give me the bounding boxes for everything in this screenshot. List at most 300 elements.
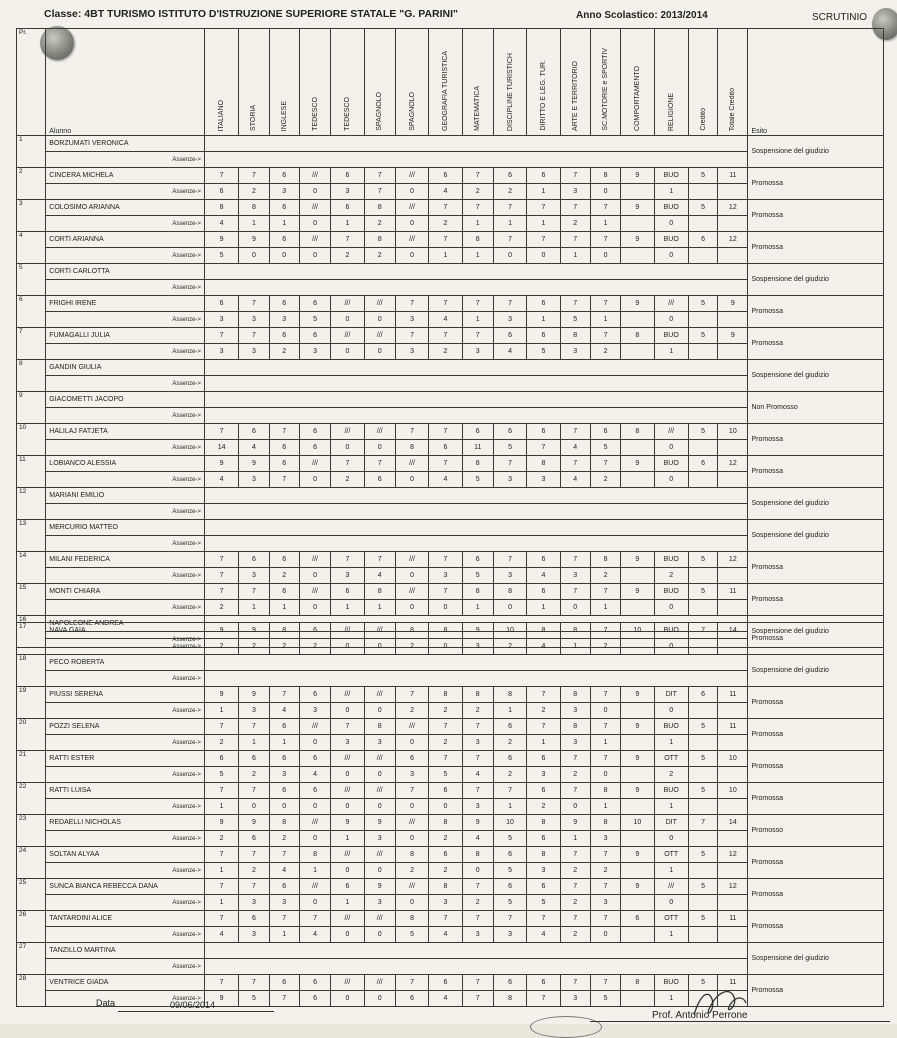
grade-cell: 7: [239, 879, 269, 895]
grade-cell: 10: [718, 783, 748, 799]
absence-cell: 0: [299, 248, 330, 264]
grades-table-part-1: [16, 28, 884, 648]
absence-cell: 2: [462, 895, 493, 911]
grade-cell: 8: [527, 456, 560, 472]
grade-cell: 6: [331, 200, 364, 216]
absence-cell: 2: [560, 895, 590, 911]
absence-cell: 1: [204, 863, 238, 879]
student-number: 5: [17, 264, 46, 296]
absence-cell: [688, 895, 717, 911]
grade-cell: 6: [269, 232, 299, 248]
grade-cell: 7: [462, 328, 493, 344]
absence-cell: [718, 895, 748, 911]
student-row: [17, 328, 884, 344]
absence-cell: [688, 735, 717, 751]
grade-cell: 5: [688, 719, 717, 735]
grade-cell: 9: [621, 232, 654, 248]
absence-cell: 1: [590, 312, 620, 328]
grade-cell: ///: [654, 424, 688, 440]
absence-cell: 5: [493, 895, 526, 911]
grade-cell: 8: [560, 623, 590, 639]
empty-absences: [204, 671, 748, 687]
student-number: 28: [17, 975, 46, 1007]
grade-cell: ///: [364, 911, 395, 927]
grade-cell: 8: [493, 584, 526, 600]
absence-cell: 2: [395, 639, 428, 655]
grade-cell: 7: [560, 879, 590, 895]
grade-cell: 11: [718, 687, 748, 703]
empty-grades: [204, 360, 748, 376]
absence-cell: 4: [299, 767, 330, 783]
student-name: HALILAJ FATJETA: [46, 424, 205, 440]
grade-cell: 9: [621, 296, 654, 312]
student-name: PECO ROBERTA: [46, 655, 205, 671]
grade-cell: 9: [204, 687, 238, 703]
absence-cell: 0: [269, 248, 299, 264]
absence-cell: 6: [239, 831, 269, 847]
absence-cell: 1: [462, 216, 493, 232]
grade-cell: 7: [560, 296, 590, 312]
grade-cell: BUO: [654, 456, 688, 472]
grade-cell: 7: [590, 232, 620, 248]
absence-cell: 5: [204, 767, 238, 783]
absence-cell: [718, 767, 748, 783]
empty-grades: [204, 136, 748, 152]
absence-cell: [621, 735, 654, 751]
absence-cell: 0: [654, 248, 688, 264]
student-number: 13: [17, 520, 46, 552]
absence-cell: 2: [204, 600, 238, 616]
absence-cell: 0: [364, 767, 395, 783]
grade-cell: 7: [590, 296, 620, 312]
student-number: 25: [17, 879, 46, 911]
grade-cell: 7: [493, 232, 526, 248]
grade-cell: 5: [688, 168, 717, 184]
absence-cell: 0: [331, 703, 364, 719]
grade-cell: BUO: [654, 975, 688, 991]
absence-cell: [688, 568, 717, 584]
student-row: [17, 584, 884, 600]
absence-cell: 0: [299, 216, 330, 232]
grade-cell: 7: [590, 623, 620, 639]
absence-cell: 1: [654, 184, 688, 200]
absence-cell: 3: [269, 184, 299, 200]
absence-cell: 3: [462, 639, 493, 655]
esito-cell: Promossa: [748, 687, 884, 719]
absence-cell: 1: [331, 216, 364, 232]
grade-cell: 6: [269, 879, 299, 895]
student-number: 14: [17, 552, 46, 584]
grade-cell: 5: [688, 879, 717, 895]
grade-cell: 9: [718, 328, 748, 344]
absence-cell: 1: [239, 735, 269, 751]
grade-cell: ///: [331, 975, 364, 991]
grade-cell: 6: [429, 783, 462, 799]
grade-cell: 10: [718, 424, 748, 440]
grade-cell: 8: [560, 328, 590, 344]
grade-cell: 7: [395, 783, 428, 799]
grade-cell: 5: [688, 847, 717, 863]
grade-cell: 9: [560, 815, 590, 831]
grade-cell: 11: [718, 584, 748, 600]
student-number: 27: [17, 943, 46, 975]
student-row: [17, 847, 884, 863]
absence-cell: [688, 312, 717, 328]
grade-cell: 6: [462, 424, 493, 440]
grade-cell: 7: [204, 584, 238, 600]
esito-cell: Promossa: [748, 879, 884, 911]
absence-cell: 3: [204, 312, 238, 328]
absence-cell: 3: [299, 703, 330, 719]
grade-cell: 8: [527, 847, 560, 863]
grade-cell: 6: [493, 328, 526, 344]
grade-cell: 11: [718, 975, 748, 991]
grade-cell: 7: [527, 719, 560, 735]
grade-cell: 7: [239, 296, 269, 312]
absence-cell: 3: [331, 184, 364, 200]
student-number: 9: [17, 392, 46, 424]
grade-cell: 7: [590, 719, 620, 735]
student-row: [17, 943, 884, 959]
absence-cell: 2: [493, 767, 526, 783]
absence-cell: 0: [299, 184, 330, 200]
absence-cell: 1: [269, 927, 299, 943]
absence-cell: 0: [493, 600, 526, 616]
grade-cell: ///: [299, 719, 330, 735]
absence-cell: 2: [590, 863, 620, 879]
absence-cell: [688, 440, 717, 456]
absence-cell: 0: [364, 703, 395, 719]
absence-cell: 0: [395, 895, 428, 911]
grade-cell: 10: [621, 623, 654, 639]
grade-cell: 7: [269, 847, 299, 863]
student-name: RATTI LUISA: [46, 783, 205, 799]
assenze-label: Assenze->: [46, 639, 205, 655]
absence-cell: [688, 927, 717, 943]
grade-cell: 6: [493, 879, 526, 895]
grade-cell: 7: [204, 424, 238, 440]
grade-cell: ///: [331, 328, 364, 344]
grade-cell: ///: [299, 200, 330, 216]
absence-cell: 1: [331, 831, 364, 847]
grade-cell: 6: [299, 623, 330, 639]
absence-cell: 0: [364, 312, 395, 328]
esito-cell: Sospensione del giudizio: [748, 264, 884, 296]
grade-cell: 7: [239, 847, 269, 863]
grade-cell: 7: [462, 200, 493, 216]
absence-cell: 0: [364, 991, 395, 1007]
grade-cell: 6: [269, 751, 299, 767]
absence-cell: [621, 639, 654, 655]
absence-cell: 4: [239, 440, 269, 456]
esito-cell: Promossa: [748, 328, 884, 360]
grade-cell: 8: [560, 719, 590, 735]
grade-cell: 6: [429, 975, 462, 991]
student-number: 16: [17, 616, 46, 648]
grade-cell: 7: [331, 719, 364, 735]
absence-cell: [688, 600, 717, 616]
absence-cell: 3: [269, 895, 299, 911]
absence-cell: 1: [462, 600, 493, 616]
absence-cell: 0: [331, 991, 364, 1007]
grade-cell: 6: [527, 584, 560, 600]
student-name: MERCURIO MATTEO: [46, 520, 205, 536]
grade-cell: ///: [331, 847, 364, 863]
absence-cell: [621, 831, 654, 847]
student-row: [17, 456, 884, 472]
grade-cell: 7: [462, 975, 493, 991]
assenze-label: Assenze->: [46, 376, 205, 392]
grade-cell: 9: [239, 456, 269, 472]
absence-cell: 2: [493, 639, 526, 655]
grade-cell: 8: [590, 168, 620, 184]
grade-cell: 9: [239, 232, 269, 248]
absence-cell: 0: [395, 799, 428, 815]
grade-cell: 6: [299, 424, 330, 440]
absence-cell: 1: [239, 216, 269, 232]
grade-cell: DIT: [654, 687, 688, 703]
absence-cell: 4: [560, 440, 590, 456]
grade-cell: 6: [239, 424, 269, 440]
grade-cell: 8: [462, 847, 493, 863]
assenze-label: Assenze->: [46, 184, 205, 200]
signature-line: [590, 1021, 890, 1022]
student-row: [17, 687, 884, 703]
grade-cell: 9: [621, 456, 654, 472]
absence-cell: 1: [364, 600, 395, 616]
absence-cell: 0: [331, 927, 364, 943]
absence-cell: 0: [429, 799, 462, 815]
absence-cell: 1: [269, 600, 299, 616]
absence-cell: [718, 600, 748, 616]
grade-cell: ///: [331, 783, 364, 799]
assenze-label: Assenze->: [46, 152, 205, 168]
grade-cell: BUO: [654, 623, 688, 639]
absence-cell: [718, 863, 748, 879]
assenze-label: Assenze->: [46, 216, 205, 232]
grade-cell: BUO: [654, 200, 688, 216]
grade-cell: 7: [429, 719, 462, 735]
grade-cell: 6: [493, 168, 526, 184]
date-line: [118, 1011, 274, 1012]
header-subject-label: Totale Credito: [729, 87, 737, 131]
grade-cell: 10: [493, 815, 526, 831]
absence-cell: 0: [654, 831, 688, 847]
grade-cell: 7: [204, 328, 238, 344]
grade-cell: 9: [718, 296, 748, 312]
grade-cell: 8: [621, 424, 654, 440]
absence-cell: [621, 568, 654, 584]
absence-cell: [621, 344, 654, 360]
absence-cell: 2: [560, 767, 590, 783]
grade-cell: 8: [239, 200, 269, 216]
empty-absences: [204, 504, 748, 520]
student-row: [17, 392, 884, 408]
absence-cell: [621, 927, 654, 943]
grade-cell: 6: [493, 751, 526, 767]
esito-cell: Promossa: [748, 783, 884, 815]
grade-cell: 8: [590, 783, 620, 799]
absence-cell: [718, 568, 748, 584]
student-name: TANZILLO MARTINA: [46, 943, 205, 959]
header-subject: [621, 29, 654, 136]
absence-cell: 0: [395, 831, 428, 847]
header-esito-label: Esito: [751, 128, 768, 135]
grade-cell: 5: [688, 975, 717, 991]
grade-cell: 7: [429, 552, 462, 568]
absence-cell: [621, 991, 654, 1007]
grade-cell: 10: [718, 751, 748, 767]
absence-cell: 2: [395, 863, 428, 879]
absence-cell: 2: [429, 831, 462, 847]
grade-cell: 6: [239, 552, 269, 568]
grade-cell: 7: [462, 168, 493, 184]
absence-cell: 0: [364, 344, 395, 360]
header-subject: [429, 29, 462, 136]
absence-cell: 4: [299, 927, 330, 943]
absence-cell: [718, 799, 748, 815]
grade-cell: 8: [269, 815, 299, 831]
absence-cell: 0: [299, 895, 330, 911]
absence-cell: [718, 248, 748, 264]
esito-cell: Promossa: [748, 623, 884, 655]
absence-cell: [621, 703, 654, 719]
absence-cell: 3: [560, 735, 590, 751]
student-name: FRIGHI IRENE: [46, 296, 205, 312]
empty-absences: [204, 408, 748, 424]
absence-cell: 3: [560, 344, 590, 360]
absence-cell: 4: [493, 344, 526, 360]
absence-cell: 1: [493, 799, 526, 815]
absence-cell: 2: [590, 344, 620, 360]
grade-cell: 8: [429, 623, 462, 639]
absence-cell: 1: [331, 895, 364, 911]
absence-cell: 2: [269, 568, 299, 584]
header-esito: [748, 29, 884, 136]
student-number: 20: [17, 719, 46, 751]
header-subject-label: STORIA: [250, 105, 258, 131]
absence-cell: 3: [364, 831, 395, 847]
header-alunno-label: Alunno: [49, 128, 72, 135]
grade-cell: 6: [299, 975, 330, 991]
absence-cell: 0: [331, 312, 364, 328]
absence-cell: 2: [331, 472, 364, 488]
student-row: [17, 655, 884, 671]
absence-cell: 1: [560, 248, 590, 264]
grade-cell: 8: [462, 232, 493, 248]
student-row: [17, 296, 884, 312]
absence-cell: 0: [395, 472, 428, 488]
grade-cell: 7: [590, 687, 620, 703]
absence-cell: 0: [654, 639, 688, 655]
grade-cell: 7: [239, 584, 269, 600]
absence-cell: 4: [269, 703, 299, 719]
student-name: PIUSSI SERENA: [46, 687, 205, 703]
assenze-label: Assenze->: [46, 312, 205, 328]
absence-cell: [621, 312, 654, 328]
absence-cell: 1: [654, 799, 688, 815]
grade-cell: 6: [688, 687, 717, 703]
student-row: [17, 623, 884, 639]
assenze-label: Assenze->: [46, 895, 205, 911]
absence-cell: 7: [204, 568, 238, 584]
student-row: [17, 520, 884, 536]
absence-cell: 0: [395, 568, 428, 584]
student-number: 1: [17, 136, 46, 168]
absence-cell: 3: [462, 735, 493, 751]
student-row: [17, 975, 884, 991]
grade-cell: ///: [331, 687, 364, 703]
grade-cell: 9: [462, 623, 493, 639]
assenze-label: Assenze->: [46, 703, 205, 719]
absence-cell: 8: [493, 991, 526, 1007]
absence-cell: 2: [239, 639, 269, 655]
grade-cell: 6: [331, 168, 364, 184]
grade-cell: 9: [364, 815, 395, 831]
student-number: 2: [17, 168, 46, 200]
absence-cell: [688, 472, 717, 488]
grade-cell: BUO: [654, 328, 688, 344]
header-subject-label: TEDESCO: [343, 97, 351, 131]
absence-cell: 2: [462, 184, 493, 200]
absence-cell: 2: [560, 927, 590, 943]
absence-cell: 0: [299, 568, 330, 584]
header-subject-label: SPAGNOLO: [376, 92, 384, 131]
absence-cell: 1: [204, 895, 238, 911]
absence-cell: 1: [590, 600, 620, 616]
grade-cell: ///: [299, 552, 330, 568]
absence-cell: 1: [269, 735, 299, 751]
absence-cell: [718, 735, 748, 751]
absence-cell: 0: [654, 312, 688, 328]
absence-cell: 4: [204, 927, 238, 943]
grade-cell: 14: [718, 623, 748, 639]
absence-cell: 0: [331, 639, 364, 655]
absence-cell: 7: [364, 184, 395, 200]
grade-cell: 9: [331, 815, 364, 831]
grade-cell: ///: [395, 200, 428, 216]
header-subject-label: DISCIPLINE TURISTICH: [506, 52, 514, 131]
grade-cell: 7: [462, 911, 493, 927]
absence-cell: [621, 895, 654, 911]
absence-cell: 1: [527, 216, 560, 232]
grade-cell: 7: [688, 815, 717, 831]
absence-cell: 3: [331, 735, 364, 751]
header-subject-label: RELIGIONE: [667, 92, 675, 131]
absence-cell: 2: [204, 735, 238, 751]
grade-cell: 7: [493, 783, 526, 799]
grade-cell: ///: [299, 584, 330, 600]
grade-cell: ///: [364, 751, 395, 767]
grade-cell: ///: [331, 424, 364, 440]
student-name: CINCERA MICHELA: [46, 168, 205, 184]
absence-cell: 1: [560, 831, 590, 847]
absence-cell: 3: [493, 568, 526, 584]
absence-cell: 2: [493, 735, 526, 751]
absence-cell: 0: [590, 703, 620, 719]
absence-cell: [688, 639, 717, 655]
grade-cell: 7: [527, 687, 560, 703]
esito-cell: Promossa: [748, 719, 884, 751]
absence-cell: 7: [527, 440, 560, 456]
header-subject: [364, 29, 395, 136]
student-name: REDAELLI NICHOLAS: [46, 815, 205, 831]
grade-cell: 8: [395, 623, 428, 639]
esito-cell: Promosso: [748, 815, 884, 847]
grade-cell: ///: [331, 296, 364, 312]
grade-cell: 8: [560, 687, 590, 703]
grade-cell: OTT: [654, 911, 688, 927]
